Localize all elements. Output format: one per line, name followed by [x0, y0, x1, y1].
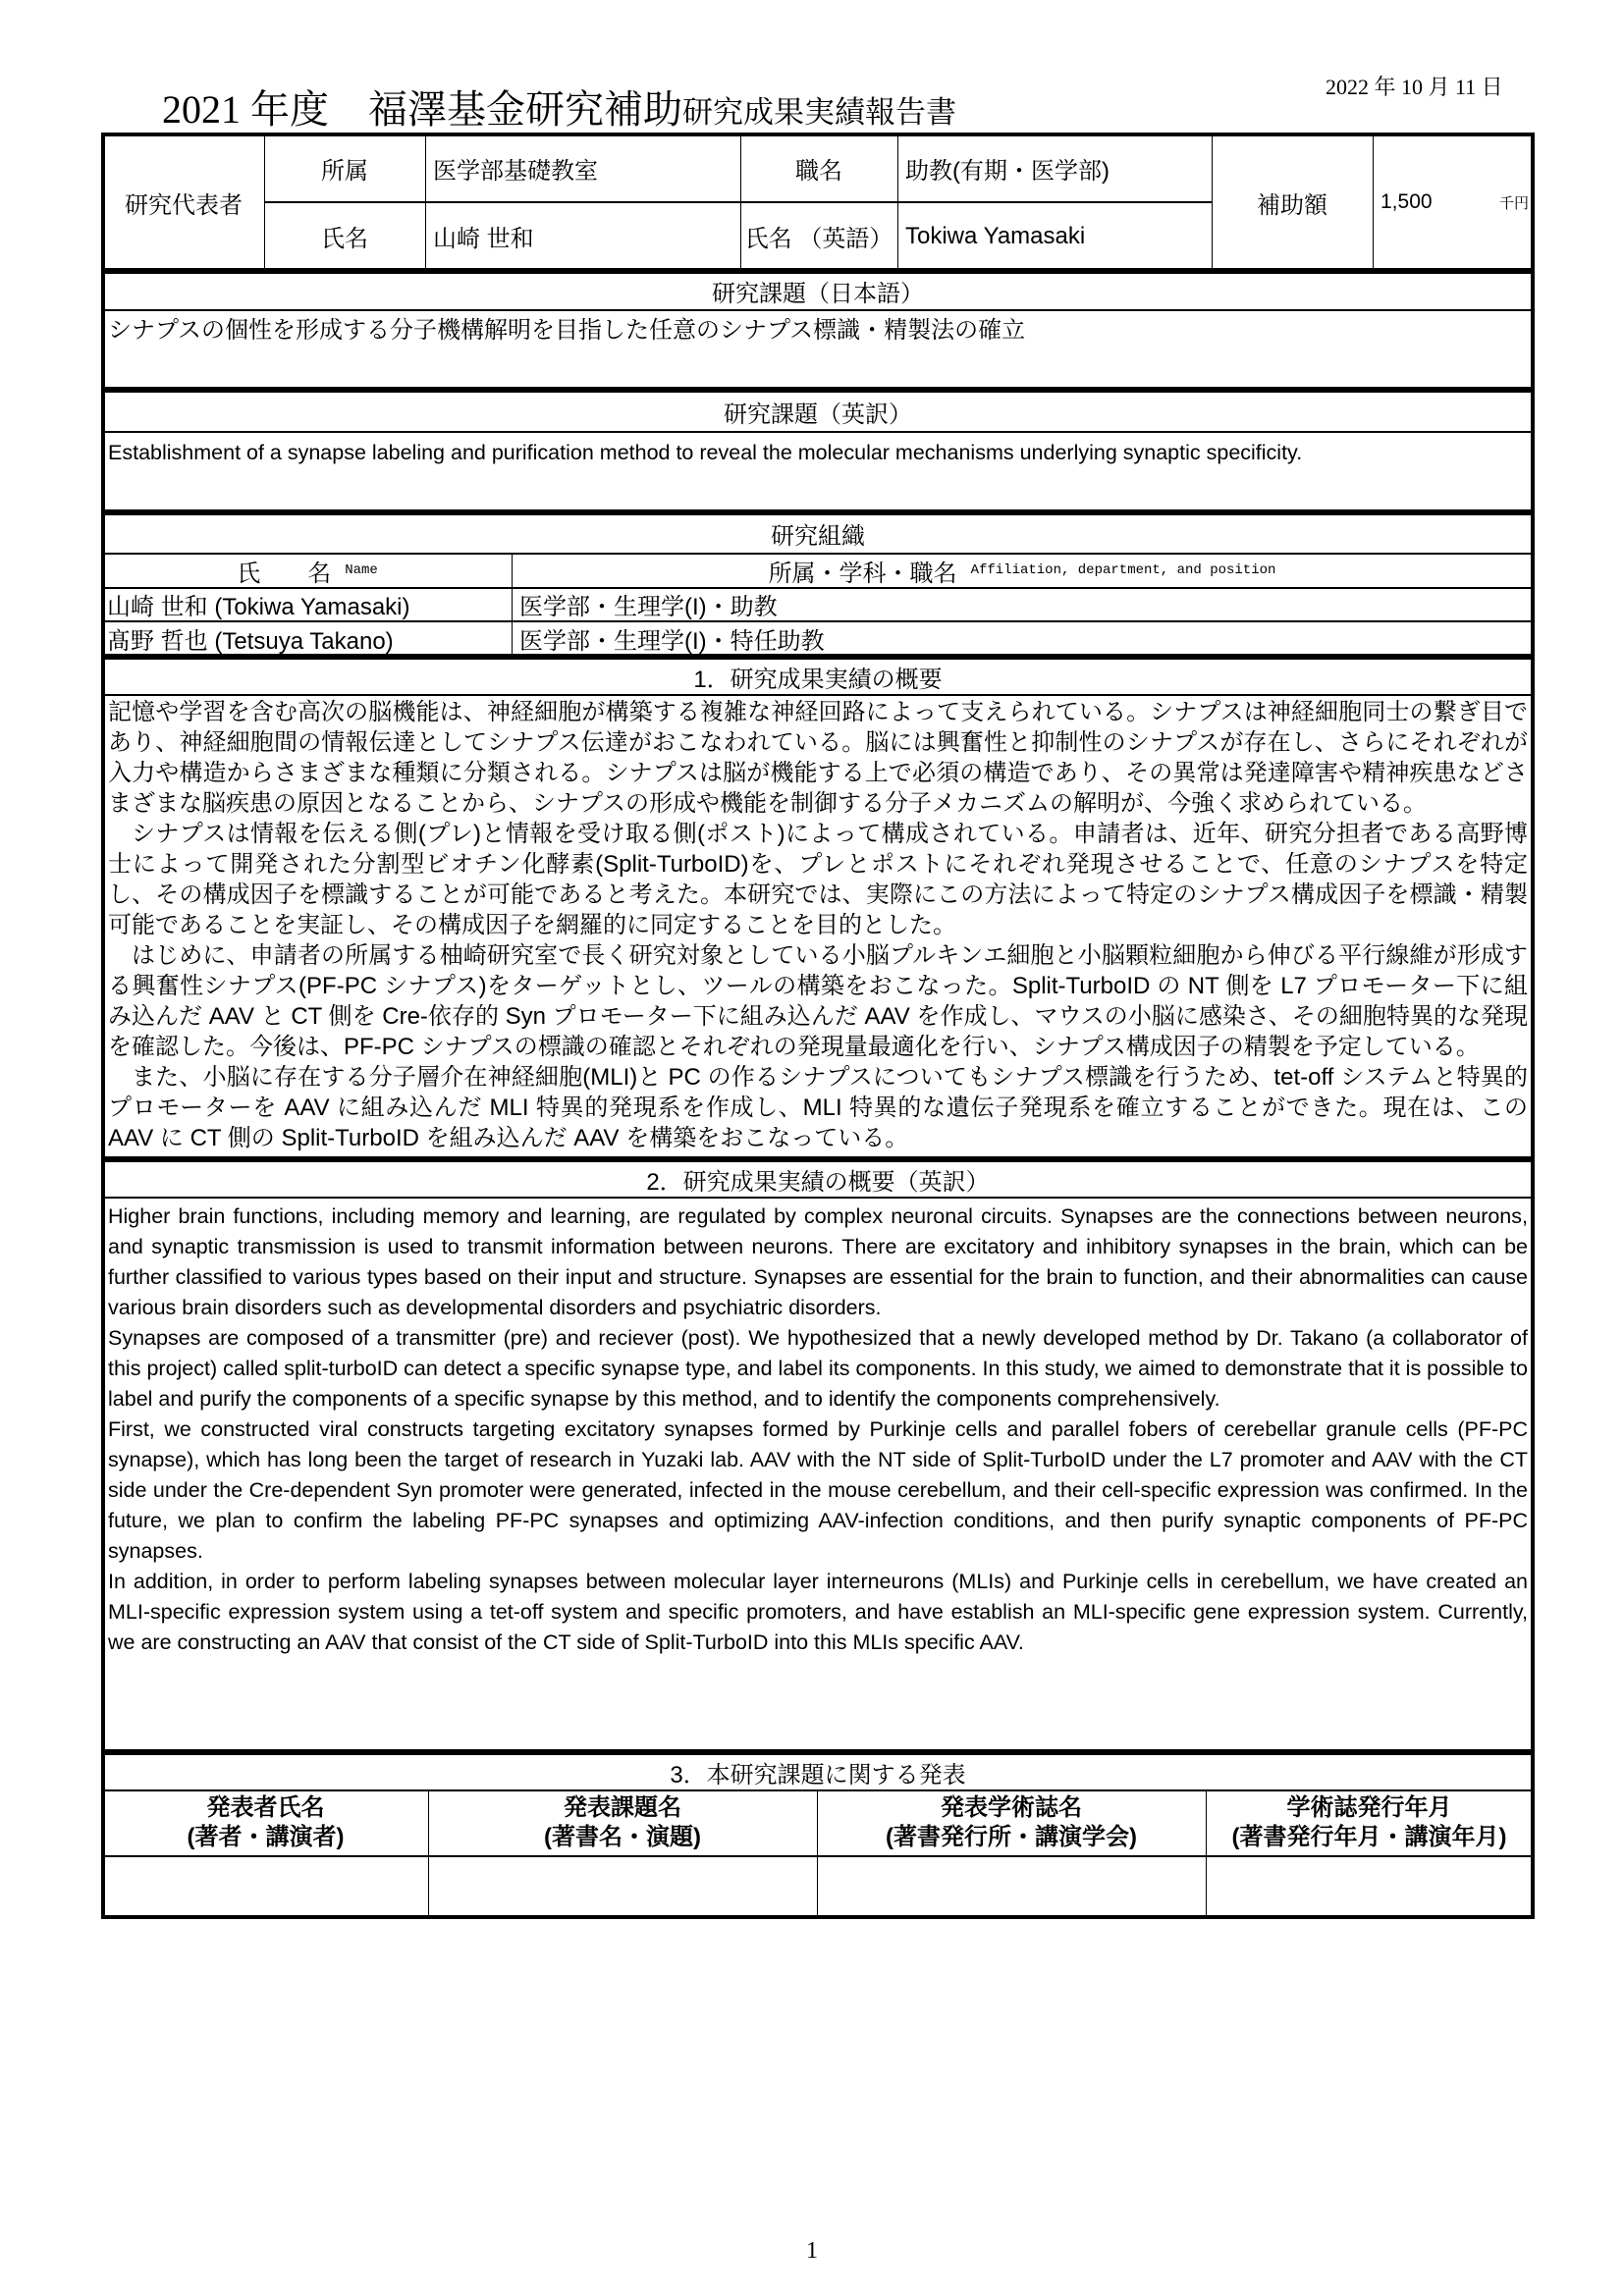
summary-ja-paragraph: また、小脳に存在する分子層介在神経細胞(MLI)と PC の作るシナプスについてもシナプス標識を行うため、tet-off システムと特異的プロモーターを AAV に組み込んだ MLI 特異的発現系を作成し、MLI 特異的な遺伝子発現系を確立することができた。現在は、この AAV に CT 側の Split-TurboID を組み込んだ AAV を構築をおこなっている。 — [108, 1064, 1528, 1151]
org-col-name-en: Name — [345, 562, 378, 578]
pub-col-line1: 学術誌発行年月 — [1286, 1794, 1452, 1821]
organization-heading: 研究組織 — [771, 523, 865, 550]
title-sub: 研究成果実績報告書 — [682, 95, 956, 130]
report-date: 2022 年 10 月 11 日 — [1326, 75, 1503, 99]
publications-heading: 3．本研究課題に関する発表 — [670, 1761, 966, 1789]
pub-col-line2: (著書発行年月・講演年月) — [1231, 1824, 1507, 1850]
divider — [103, 309, 1533, 311]
name-en-label: 氏名 （英語） — [744, 226, 893, 252]
summary-ja-paragraph: はじめに、申請者の所属する柚崎研究室で長く研究対象としている小脳プルキンエ細胞と小脳顆粒細胞から伸びる平行線維が形成する興奮性シナプス(PF-PC シナプス)をターゲットとし、ツールの構築をおこなった。Split-TurboID の NT 側を L7 プロモーター下に組み込んだ AAV と CT 側を Cre-依存的 Syn プロモーター下に組み込んだ AAV を作成し、マウスの小脳に感染さ、その細胞特異的な発現を確認した。今後は、PF-PC シナプスの標識の確認とそれぞれの発現量最適化を行い、シナプス構成因子の精製を予定している。 — [108, 942, 1528, 1060]
name-en-value: Tokiwa Yamasaki — [905, 222, 1086, 249]
theme-en-text: Establishment of a synapse labeling and purification method to reveal the molecular mechanisms underlying synaptic specificity. — [108, 441, 1303, 464]
org-member-name: 山崎 世和 (Tokiwa Yamasaki) — [107, 594, 410, 620]
pub-col-line2: (著書発行所・講演学会) — [886, 1824, 1137, 1850]
pub-col-line1: 発表者氏名 — [206, 1794, 325, 1821]
name-value: 山崎 世和 — [433, 226, 534, 252]
grant-label: 補助額 — [1257, 191, 1327, 219]
summary-en-paragraph: Higher brain functions, including memory and learning, are regulated by complex neuronal circuits. Synapses are the connections between neurons, and synaptic transmission is used to transmit information between neurons. There are excitatory and inhibitory synapses in the brain, which can be further classified to various types based on their input and structure. Synapses are essential for the brain to function, and their abnormalities can cause various brain disorders such as developmental disorders and psychiatric disorders. — [108, 1204, 1528, 1319]
grant-unit: 千円 — [1498, 194, 1529, 212]
summary-en-body — [108, 1201, 1528, 1658]
divider — [103, 1197, 1533, 1199]
summary-en-paragraph: First, we constructed viral constructs targeting excitatory synapses formed by Purkinje cells and parallel fobers of cerebellar granule cells (PF-PC synapse), which has long been the target of research in Yuzaki lab. AAV with the NT side of Split-TurboID under the L7 promoter and AAV with the CT side under the Cre-dependent Syn promoter were generated, infected in the mouse cerebellum, and their cell-specific expression was confirmed. In the future, we plan to confirm the labeling PF-PC synapses and optimizing AAV-infection conditions, and then purify synaptic components of PF-PC synapses. — [108, 1417, 1528, 1563]
divider — [103, 431, 1533, 433]
pub-col-presenter — [103, 1790, 428, 1855]
divider — [103, 694, 1533, 696]
org-col-name — [103, 554, 512, 587]
report-title — [162, 79, 956, 134]
position-value: 助教(有期・医学部) — [905, 158, 1110, 185]
org-member-affiliation: 医学部・生理学(I)・特任助教 — [519, 628, 825, 655]
summary-ja-heading: 1．研究成果実績の概要 — [693, 666, 943, 693]
affiliation-value: 医学部基礎教室 — [433, 158, 598, 185]
summary-ja-paragraph: シナプスは情報を伝える側(プレ)と情報を受け取る側(ポスト)によって構成されている。申請者は、近年、研究分担者である高野博士によって開発された分割型ビオチン化酵素(Split-TurboID)を、プレとポストにそれぞれ発現させることで、任意のシナプスを特定し、その構成因子を標識することが可能であると考えた。本研究では、実際にこの方法によって特定のシナプス構成因子を標識・精製可能であることを実証し、その構成因子を網羅的に同定することを目的とした。 — [108, 821, 1528, 938]
summary-ja-paragraph: 記憶や学習を含む高次の脳機能は、神経細胞が構築する複雑な神経回路によって支えられている。シナプスは神経細胞同士の繋ぎ目であり、神経細胞間の情報伝達としてシナプス伝達がおこなわれている。脳には興奮性と抑制性のシナプスが存在し、さらにそれぞれが入力や構造からさまざまな種類に分類される。シナプスは脳が機能する上で必須の構造であり、その異常は発達障害や精神疾患などさまざまな脳疾患の原因となることから、シナプスの形成や機能を制御する分子メカニズムの解明が、今強く求められている。 — [108, 699, 1528, 817]
org-col-affil-ja: 所属・学科・職名 — [768, 561, 957, 587]
grant-amount: 1,500 — [1380, 190, 1433, 213]
pub-col-journal — [817, 1790, 1206, 1855]
divider — [103, 1855, 1533, 1857]
org-member-affiliation: 医学部・生理学(I)・助教 — [519, 594, 778, 620]
pub-col-title — [428, 1790, 817, 1855]
org-col-name-ja: 氏 名 — [237, 561, 332, 587]
summary-en-heading: 2．研究成果実績の概要（英訳） — [646, 1168, 990, 1196]
grant-value — [1373, 134, 1533, 270]
pub-col-date — [1206, 1790, 1533, 1855]
theme-ja-text: シナプスの個性を形成する分子機構解明を目指した任意のシナプス標識・精製法の確立 — [108, 317, 1026, 344]
summary-en-paragraph: In addition, in order to perform labeling synapses between molecular layer interneurons (MLIs) and Purkinje cells in cerebellum, we have created an MLI-specific expression system using a tet-off system and specific promoters, and have establish an MLI-specific gene expression system. Currently, we are constructing an AAV that consist of the CT side of Split-TurboID into this MLIs specific AAV. — [108, 1570, 1528, 1654]
pub-col-line2: (著書名・演題) — [544, 1824, 701, 1850]
position-label: 職名 — [795, 158, 842, 185]
summary-ja-body — [108, 697, 1528, 1153]
page-number: 1 — [806, 2238, 818, 2264]
theme-ja-heading: 研究課題（日本語） — [712, 281, 924, 307]
title-main: 2021 年度 福澤基金研究補助 — [162, 87, 682, 132]
summary-en-paragraph: Synapses are composed of a transmitter (pre) and reciever (post). We hypothesized that a newly developed method by Dr. Takano (a collaborator of this project) called split-turboID can detect a specific synapse type, and label its components. In this study, we aimed to demonstrate that it is possible to label and purify the components of a specific synapse by this method, and to identify the components comprehensively. — [108, 1326, 1528, 1411]
org-col-affiliation — [512, 554, 1533, 587]
org-member-name: 髙野 哲也 (Tetsuya Takano) — [107, 628, 394, 655]
pub-col-line1: 発表課題名 — [564, 1794, 681, 1821]
pub-col-line1: 発表学術誌名 — [941, 1794, 1082, 1821]
name-label: 氏名 — [321, 226, 368, 252]
pub-col-line2: (著者・講演者) — [187, 1824, 345, 1850]
representative-label: 研究代表者 — [125, 191, 243, 219]
theme-en-heading: 研究課題（英訳） — [724, 400, 912, 428]
org-col-affil-en: Affiliation, department, and position — [970, 562, 1276, 578]
affiliation-label: 所属 — [321, 158, 368, 185]
